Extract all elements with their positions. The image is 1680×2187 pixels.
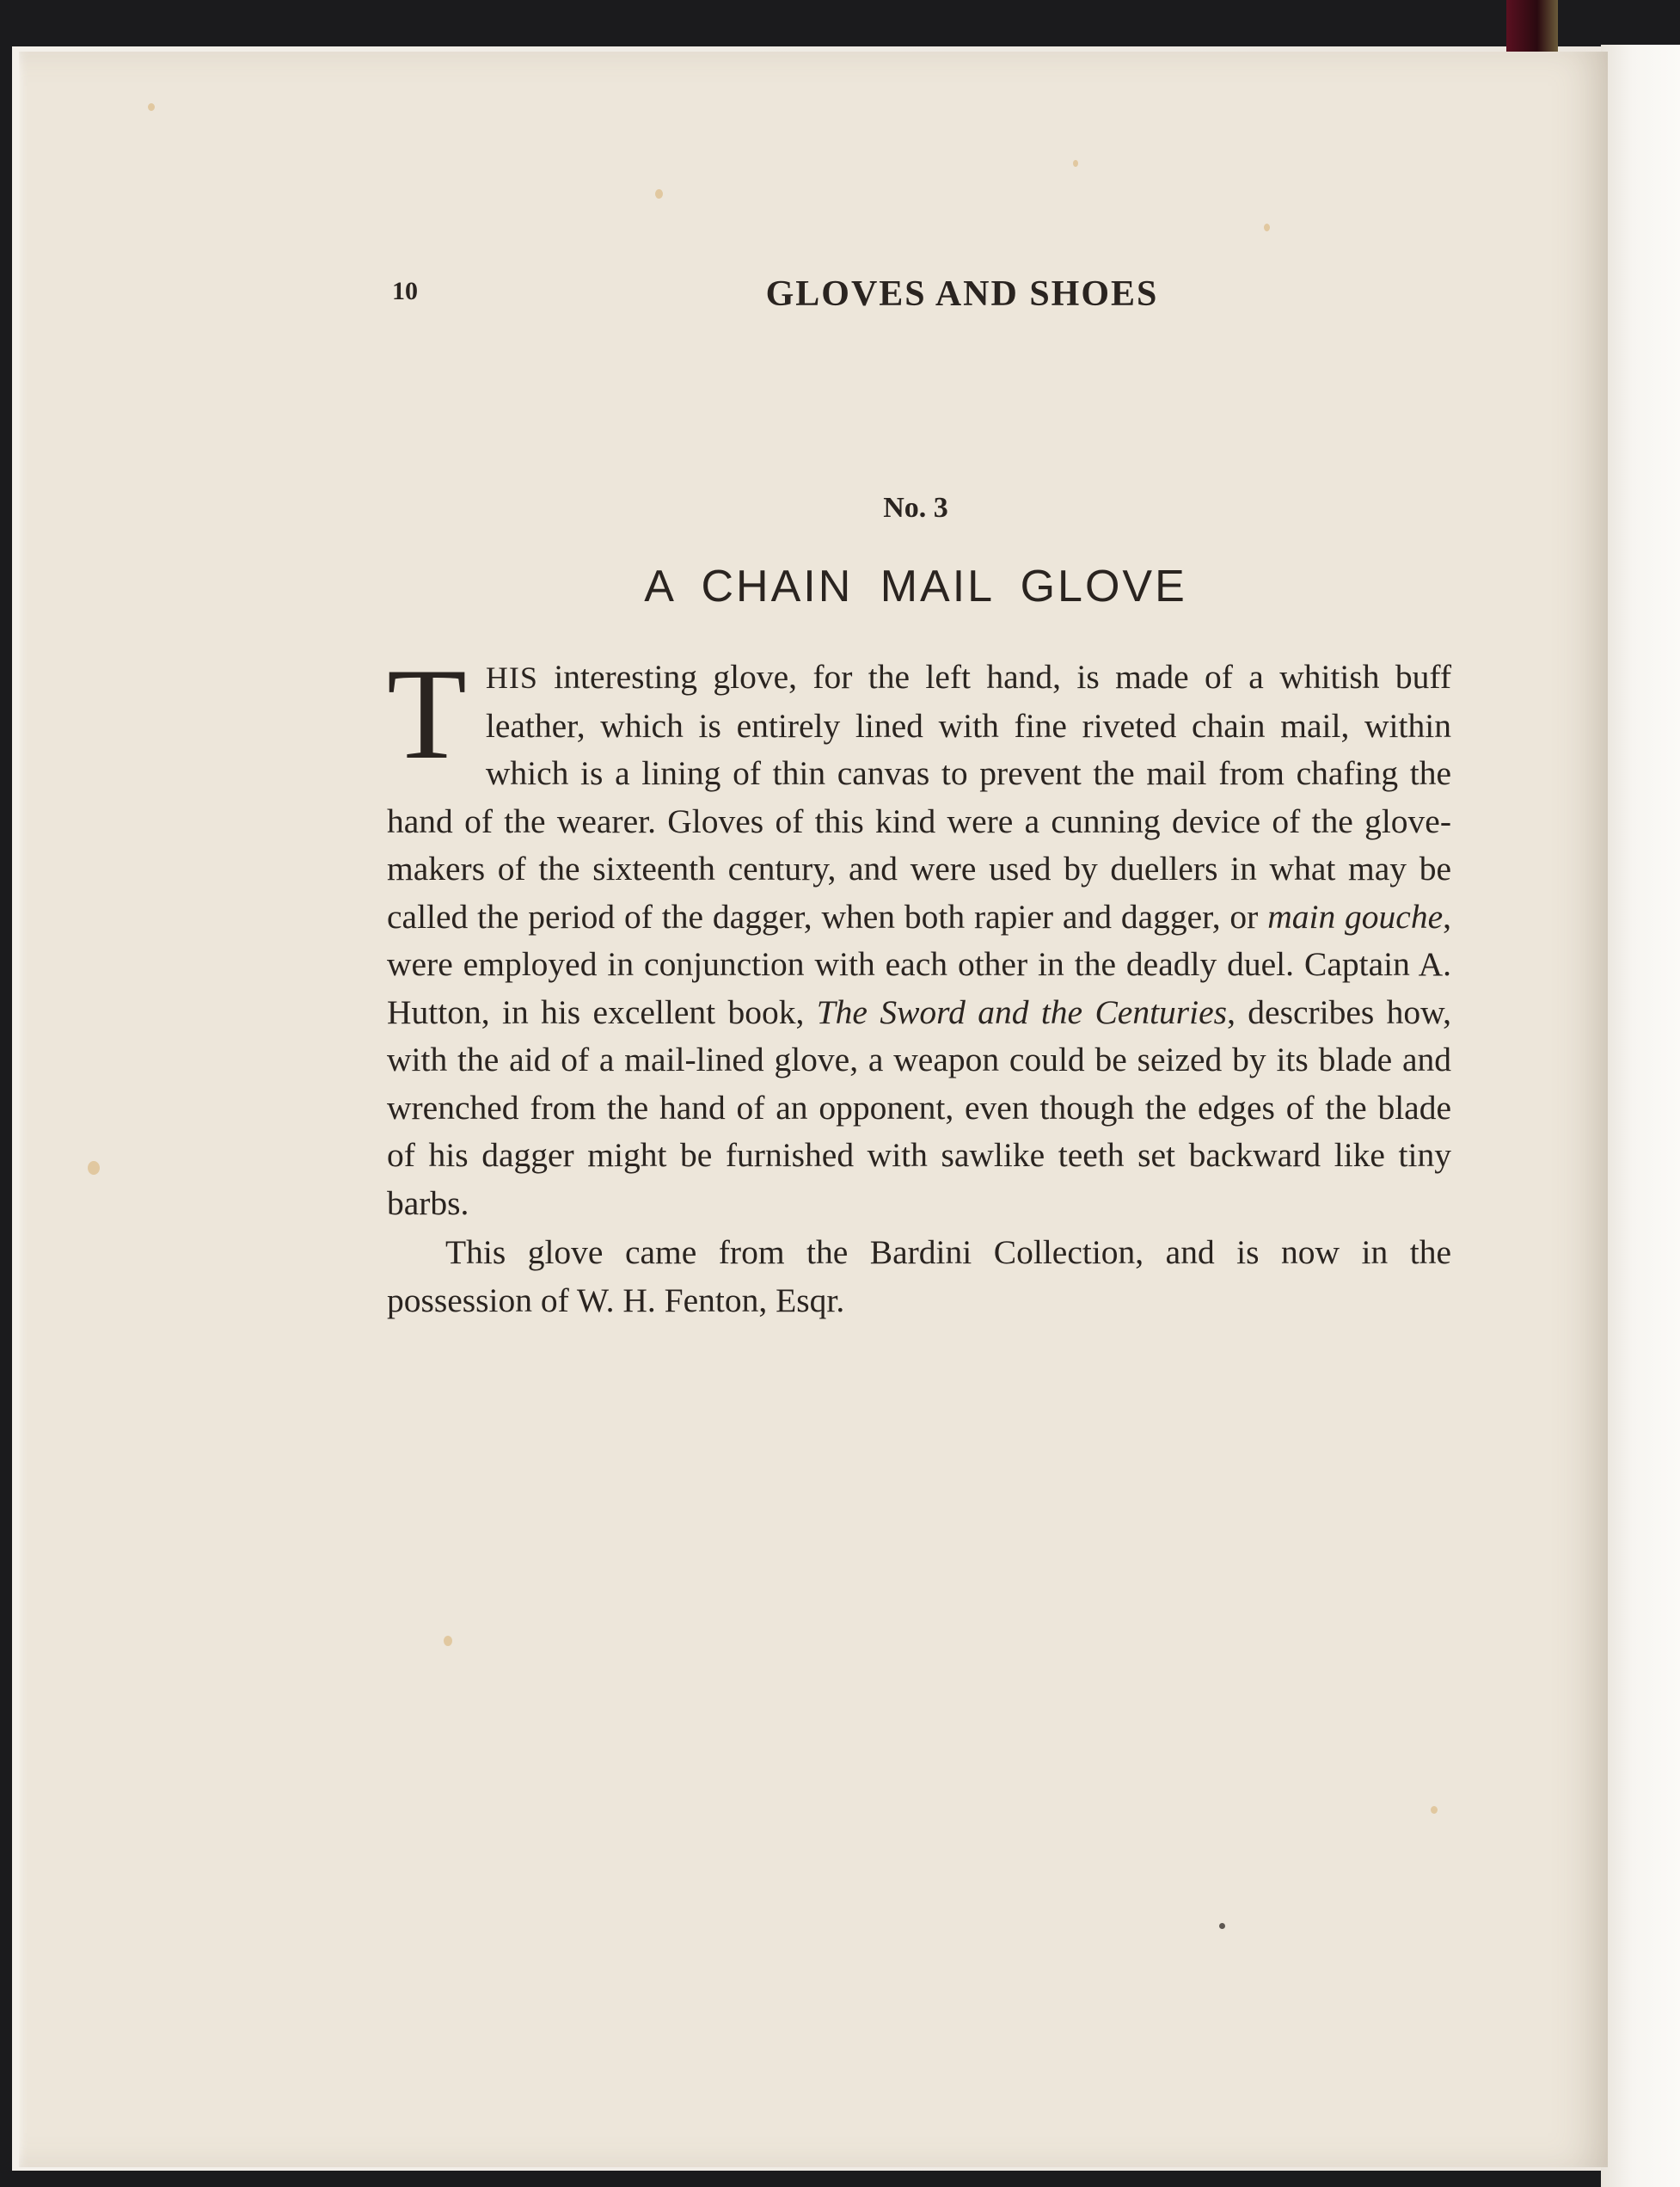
paper-speck <box>148 103 155 111</box>
plate-number: No. 3 <box>883 492 948 524</box>
facing-page-edge <box>1601 45 1680 2187</box>
drop-cap: T <box>387 642 467 786</box>
book-title: The Sword and the Centuries <box>816 992 1228 1031</box>
running-title: GLOVES AND SHOES <box>765 274 1159 314</box>
page-number: 10 <box>392 277 418 305</box>
body-text <box>387 642 1451 1324</box>
bookmark-ribbon <box>1506 0 1558 52</box>
paragraph-2: This glove came from the Bardini Collection, and is now in the possession of W. H. Fenton, Esqr. <box>387 1233 1451 1319</box>
paper-speck <box>444 1636 452 1646</box>
paragraph-1 <box>387 642 1451 1227</box>
paper-speck <box>88 1161 100 1175</box>
paper-speck <box>655 189 663 199</box>
paragraph-text: interesting glove, for the left hand, is made of a whitish buff leather, which is entirely lined with fine riveted chain mail, within which is a lining of thin canvas to prevent the mail from chafing the hand of the wearer. Gloves of this kind were a cunning device of the glove-makers of the sixteenth century, and were used by duellers in what may be called the period of the dagger, when both rapier and dagger, or <box>387 658 1451 936</box>
smallcaps-lead: HIS <box>485 660 538 695</box>
paper-speck <box>1431 1806 1438 1814</box>
italic-term: main gouche <box>1267 897 1444 936</box>
paragraph-text: , were employed in conjunction with each other in the deadly duel. Captain A. Hutton, in his excellent book, <box>387 897 1451 1031</box>
paper-speck <box>1219 1923 1225 1929</box>
paper-speck <box>1073 160 1078 167</box>
paper-speck <box>1264 224 1270 231</box>
running-head <box>373 273 1458 316</box>
article-title: A CHAIN MAIL GLOVE <box>644 562 1187 611</box>
paragraph-text: , describes how, with the aid of a mail-lined glove, a weapon could be seized by its blade and wrenched from the hand of an opponent, even though the edges of the blade of his dagger might be furnished with sawlike teeth set backward like tiny barbs. <box>387 992 1451 1222</box>
